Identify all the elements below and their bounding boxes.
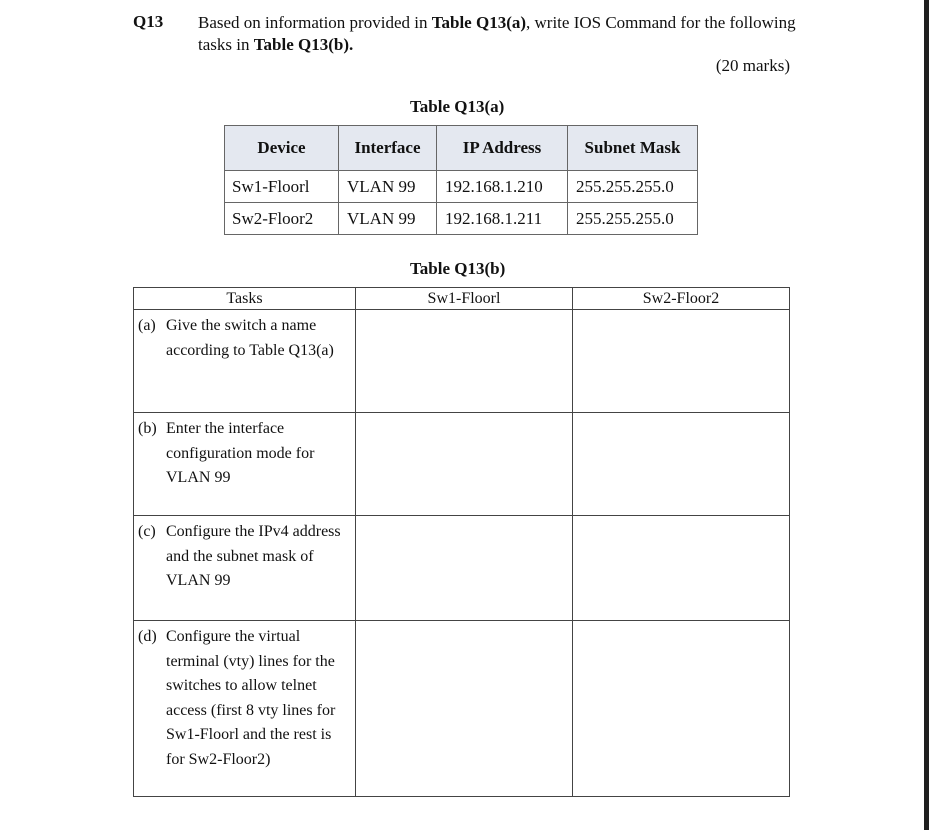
table-a-header-row bbox=[225, 126, 698, 171]
question-number: Q13 bbox=[133, 12, 164, 31]
table-row bbox=[134, 310, 790, 413]
question-ref-table-a: Table Q13(a) bbox=[431, 13, 527, 32]
answer-cell-sw1[interactable] bbox=[356, 621, 573, 797]
table-a-header-mask: Subnet Mask bbox=[568, 126, 698, 171]
task-cell bbox=[134, 310, 356, 413]
task-text: Configure the virtual terminal (vty) lines for the switches to allow telnet access (first 8 vty lines for Sw1-Floorl and the rest is for Sw2-Floor2) bbox=[166, 628, 336, 768]
task-letter: (d) bbox=[138, 628, 157, 645]
question-marks: (20 marks) bbox=[715, 56, 790, 75]
question-ref-table-b: Table Q13(b). bbox=[253, 35, 354, 54]
question-text bbox=[198, 12, 798, 56]
task-cell bbox=[134, 621, 356, 797]
answer-cell-sw1[interactable] bbox=[356, 310, 573, 413]
table-a-header-ip: IP Address bbox=[437, 126, 568, 171]
page-edge-rule bbox=[924, 0, 929, 830]
table-b-header-tasks: Tasks bbox=[134, 288, 356, 310]
table-a-cell: Sw2-Floor2 bbox=[225, 203, 339, 235]
table-a bbox=[224, 125, 698, 235]
table-a-cell: 255.255.255.0 bbox=[568, 171, 698, 203]
task-letter: (c) bbox=[138, 523, 156, 540]
answer-cell-sw1[interactable] bbox=[356, 413, 573, 516]
table-b-header-sw2: Sw2-Floor2 bbox=[573, 288, 790, 310]
table-b-header-row bbox=[134, 288, 790, 310]
task-text: Enter the interface configuration mode for VLAN 99 bbox=[166, 420, 315, 486]
table-row bbox=[134, 413, 790, 516]
table-row bbox=[134, 621, 790, 797]
answer-cell-sw2[interactable] bbox=[573, 413, 790, 516]
table-a-cell: 192.168.1.210 bbox=[437, 171, 568, 203]
task-letter: (a) bbox=[138, 317, 156, 334]
task-cell bbox=[134, 413, 356, 516]
question-intro-1: Based on information provided in bbox=[198, 13, 432, 32]
table-row bbox=[225, 171, 698, 203]
task-letter: (b) bbox=[138, 420, 157, 437]
table-a-header-device: Device bbox=[225, 126, 339, 171]
table-a-cell: VLAN 99 bbox=[339, 171, 437, 203]
table-b-caption: Table Q13(b) bbox=[410, 259, 506, 278]
table-a-cell: VLAN 99 bbox=[339, 203, 437, 235]
table-b bbox=[133, 287, 790, 797]
table-a-header-interface: Interface bbox=[339, 126, 437, 171]
table-a-caption: Table Q13(a) bbox=[410, 97, 505, 116]
table-b-header-sw1: Sw1-Floorl bbox=[356, 288, 573, 310]
question-intro-2: , write IOS Command for the following tasks in bbox=[198, 13, 796, 54]
answer-cell-sw2[interactable] bbox=[573, 310, 790, 413]
table-a-cell: 192.168.1.211 bbox=[437, 203, 568, 235]
task-text: Give the switch a name according to Table Q13(a) bbox=[166, 317, 334, 359]
table-a-cell: Sw1-Floorl bbox=[225, 171, 339, 203]
table-a-cell: 255.255.255.0 bbox=[568, 203, 698, 235]
answer-cell-sw1[interactable] bbox=[356, 516, 573, 621]
table-row bbox=[134, 516, 790, 621]
answer-cell-sw2[interactable] bbox=[573, 621, 790, 797]
task-cell bbox=[134, 516, 356, 621]
table-row bbox=[225, 203, 698, 235]
task-text: Configure the IPv4 address and the subnet mask of VLAN 99 bbox=[166, 523, 341, 589]
answer-cell-sw2[interactable] bbox=[573, 516, 790, 621]
